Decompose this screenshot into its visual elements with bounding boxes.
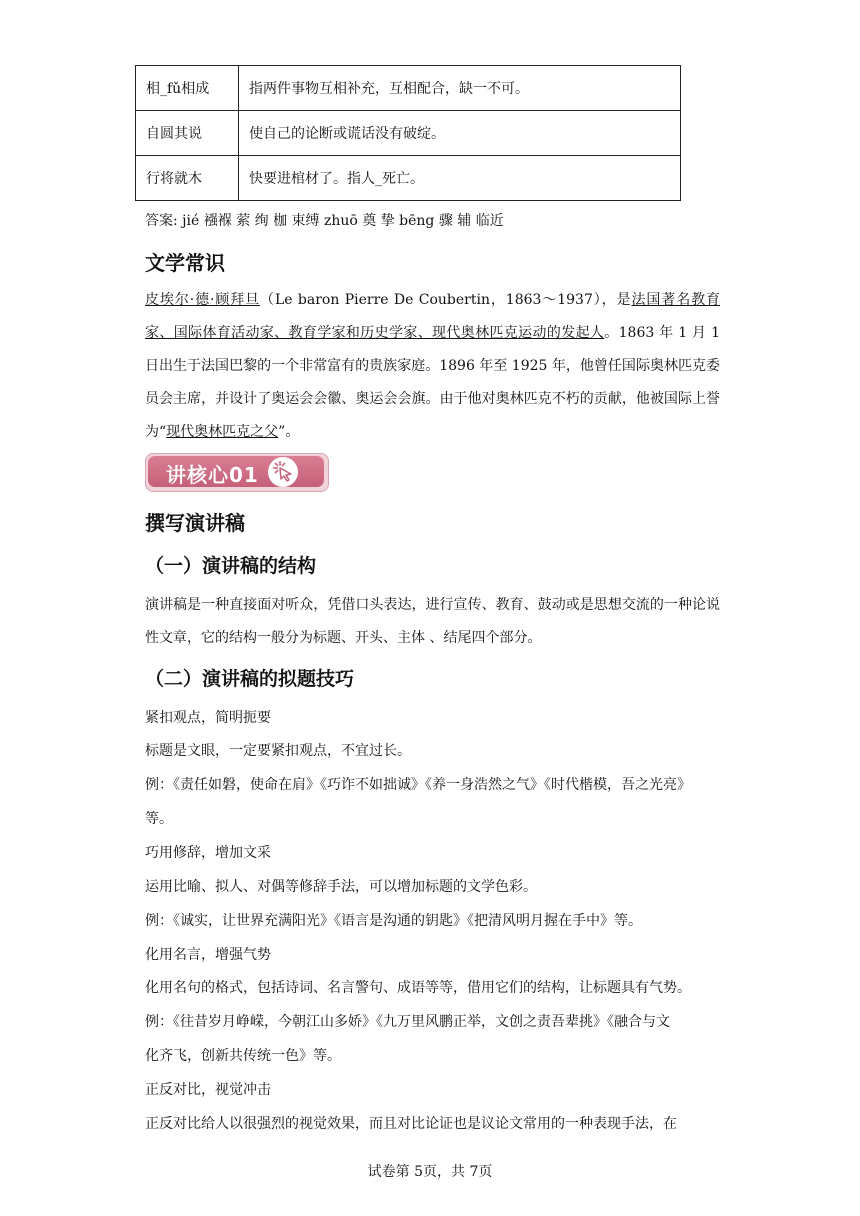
author-honor: 现代奥林匹克之父 [166,424,279,440]
literature-heading: 文学常识 [145,251,225,275]
text-line: 正反对比给人以很强烈的视觉效果，而且对比论证也是议论文常用的一种表现手法，在 [145,1116,677,1132]
literature-paragraph [145,284,720,449]
text-line: 例：《责任如磐，使命在肩》《巧诈不如拙诚》《养一身浩然之气》《时代楷模，吾之光亮》 [145,777,691,793]
section-heading: （一）演讲稿的结构 [145,555,317,577]
author-title: 法国著名教育家、国际体育活动家、教育学家和历史学家、现代奥林匹克运动的发起人 [145,292,721,341]
text-line: 正反对比，视觉冲击 [145,1082,271,1098]
text-line: 等。 [145,811,173,827]
table-row [136,66,681,111]
vocab-table [135,65,681,201]
table-row [136,156,681,201]
text-line: 标题是文眼，一定要紧扣观点，不宜过长。 [145,743,411,759]
text-line: 巧用修辞，增加文采 [145,845,271,861]
badge-body [148,456,324,487]
answer-line: 答案: jié 襁褓 萦 绚 枷 束缚 zhuō 奠 挚 bēng 骤 辅 临近 [145,213,504,229]
vocab-definition: 指两件事物互相补充，互相配合，缺一不可。 [239,66,681,111]
table-row [136,111,681,156]
structure-paragraph: 演讲稿是一种直接面对听众，凭借口头表达，进行宣传、教育、鼓动或是思想交流的一种论说性文章，它的结构一般分为标题、开头、主体 、结尾四个部分。 [145,597,720,646]
vocab-term: 行将就木 [136,156,239,201]
text-segment: （Le baron Pierre De Coubertin，1863～1937），是 [260,292,632,308]
section-heading: （二）演讲稿的拟题技巧 [145,668,355,690]
text-segment: ”。 [278,424,300,440]
page-footer: 试卷第 5页，共 7页 [367,1164,493,1180]
speech-heading: 撰写演讲稿 [145,511,245,535]
text-line: 例：《诚实，让世界充满阳光》《语言是沟通的钥匙》《把清风明月握在手中》等。 [145,913,642,929]
vocab-definition: 使自己的论断或谎话没有破绽。 [239,111,681,156]
cursor-click-icon [268,457,298,487]
badge-label: 讲核心01 [166,463,259,487]
text-line: 紧扣观点，简明扼要 [145,710,271,726]
vocab-term: 相_fǔ相成 [136,66,239,111]
vocab-definition: 快要进棺材了。指人_死亡。 [239,156,681,201]
vocab-term: 自圆其说 [136,111,239,156]
text-line: 例：《往昔岁月峥嵘，今朝江山多娇》《九万里风鹏正举，文创之责吾辈挑》《融合与文 [145,1014,670,1030]
text-segment: 。1863 年 1 月 1 日出生于法国巴黎的一个非常富有的贵族家庭。1896 年至 1925 年，他曾任国际奥林匹克委员会主席，并设计了奥运会会徽、奥运会会旗。由于他对奥林匹克不朽的贡献，他被国际上誉为“ [145,325,720,440]
text-line: 运用比喻、拟人、对偶等修辞手法，可以增加标题的文学色彩。 [145,879,537,895]
text-line: 化用名句的格式，包括诗词、名言警句、成语等等，借用它们的结构，让标题具有气势。 [145,980,691,996]
text-line: 化用名言，增强气势 [145,947,271,963]
section-badge [145,453,329,492]
text-line: 化齐飞，创新共传统一色》等。 [145,1048,341,1064]
author-name: 皮埃尔·德·顾拜旦 [145,292,261,308]
